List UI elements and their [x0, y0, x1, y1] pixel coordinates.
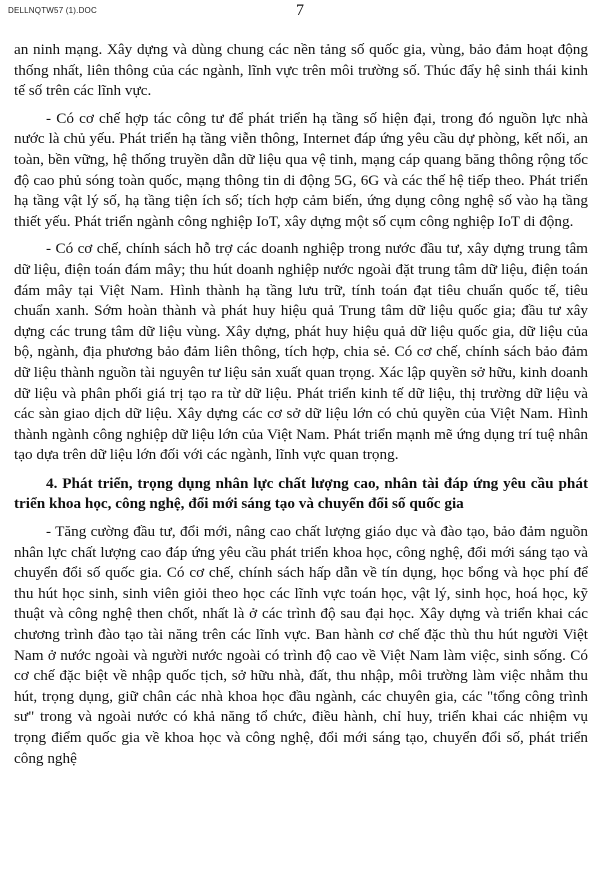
- paragraph-human-resources: - Tăng cường đầu tư, đổi mới, nâng cao chất lượng giáo dục và đào tạo, bảo đảm nguồn nhân lực chất lượng cao đáp ứng yêu cầu phát triển khoa học, công nghệ, đổi mới sáng tạo và chuyển đổi số quốc gia. Có cơ chế, chính sách hấp dẫn về tín dụng, học bổng và học phí để thu hút học sinh, sinh viên giỏi theo học các lĩnh vực toán học, vật lý, sinh học, hoá học, kỹ thuật và công nghệ then chốt, nhất là ở các trình độ sau đại học. Xây dựng và triển khai các chương trình đào tạo tài năng trên các lĩnh vực. Ban hành cơ chế đặc thù thu hút người Việt Nam ở nước ngoài và người nước ngoài có trình độ cao về Việt Nam làm việc, sinh sống. Có cơ chế đặc biệt về nhập quốc tịch, sở hữu nhà, đất, thu nhập, môi trường làm việc nhằm thu hút, trọng dụng, giữ chân các nhà khoa học đầu ngành, các chuyên gia, các "tổng công trình sư" trong và ngoài nước có khả năng tổ chức, điều hành, chỉ huy, triển khai các nhiệm vụ trọng điểm quốc gia về khoa học và công nghệ, đổi mới sáng tạo, chuyển đổi số, phát triển công nghệ: [14, 523, 588, 767]
- paragraph-continued: an ninh mạng. Xây dựng và dùng chung các nền tảng số quốc gia, vùng, bảo đảm hoạt động thống nhất, liên thông của các ngành, lĩnh vực trên môi trường số. Thúc đẩy hệ sinh thái kinh tế số trên các lĩnh vực.: [14, 41, 588, 100]
- paragraph-digital-infrastructure: - Có cơ chế hợp tác công tư để phát triển hạ tầng số hiện đại, trong đó nguồn lực nhà nước là chủ yếu. Phát triển hạ tầng viễn thông, Internet đáp ứng yêu cầu dự phòng, kết nối, an toàn, bền vững, hệ thống truyền dẫn dữ liệu qua vệ tinh, mạng cáp quang băng thông rộng tốc độ cao phủ sóng toàn quốc, mạng thông tin di động 5G, 6G và các thế hệ tiếp theo. Phát triển hạ tầng vật lý số, hạ tầng tiện ích số; tích hợp cảm biến, ứng dụng công nghệ số vào hạ tầng thiết yếu. Phát triển ngành công nghiệp IoT, xây dựng một số cụm công nghiệp IoT di động.: [14, 109, 588, 230]
- paragraph-data-centers: - Có cơ chế, chính sách hỗ trợ các doanh nghiệp trong nước đầu tư, xây dựng trung tâm dữ liệu, điện toán đám mây; thu hút doanh nghiệp nước ngoài đặt trung tâm dữ liệu, điện toán đám mây tại Việt Nam. Hình thành hạ tầng lưu trữ, tính toán đạt tiêu chuẩn quốc tế, tiêu chuẩn xanh. Sớm hoàn thành và phát huy hiệu quả Trung tâm dữ liệu quốc gia; đầu tư xây dựng các trung tâm dữ liệu vùng. Xây dựng, phát huy hiệu quả dữ liệu quốc gia, dữ liệu của bộ, ngành, địa phương bảo đảm liên thông, tích hợp, chia sẻ. Có cơ chế, chính sách bảo đảm dữ liệu thành nguồn tài nguyên tư liệu sản xuất quan trọng. Xác lập quyền sở hữu, kinh doanh dữ liệu và phân phối giá trị tạo ra từ dữ liệu. Phát triển kinh tế dữ liệu, thị trường dữ liệu và các sàn giao dịch dữ liệu. Xây dựng các cơ sở dữ liệu lớn có chủ quyền của Việt Nam. Hình thành ngành công nghiệp dữ liệu lớn của Việt Nam. Phát triển mạnh mẽ ứng dụng trí tuệ nhân tạo dựa trên dữ liệu lớn đối với các ngành, lĩnh vực quan trọng.: [14, 240, 588, 464]
- page-number: 7: [296, 2, 304, 19]
- section-heading-4: 4. Phát triển, trọng dụng nhân lực chất lượng cao, nhân tài đáp ứng yêu cầu phát triển khoa học, công nghệ, đổi mới sáng tạo và chuyển đổi số quốc gia: [14, 474, 588, 513]
- document-body: [14, 40, 588, 776]
- file-label: DELLNQTW57 (1).DOC: [8, 6, 97, 15]
